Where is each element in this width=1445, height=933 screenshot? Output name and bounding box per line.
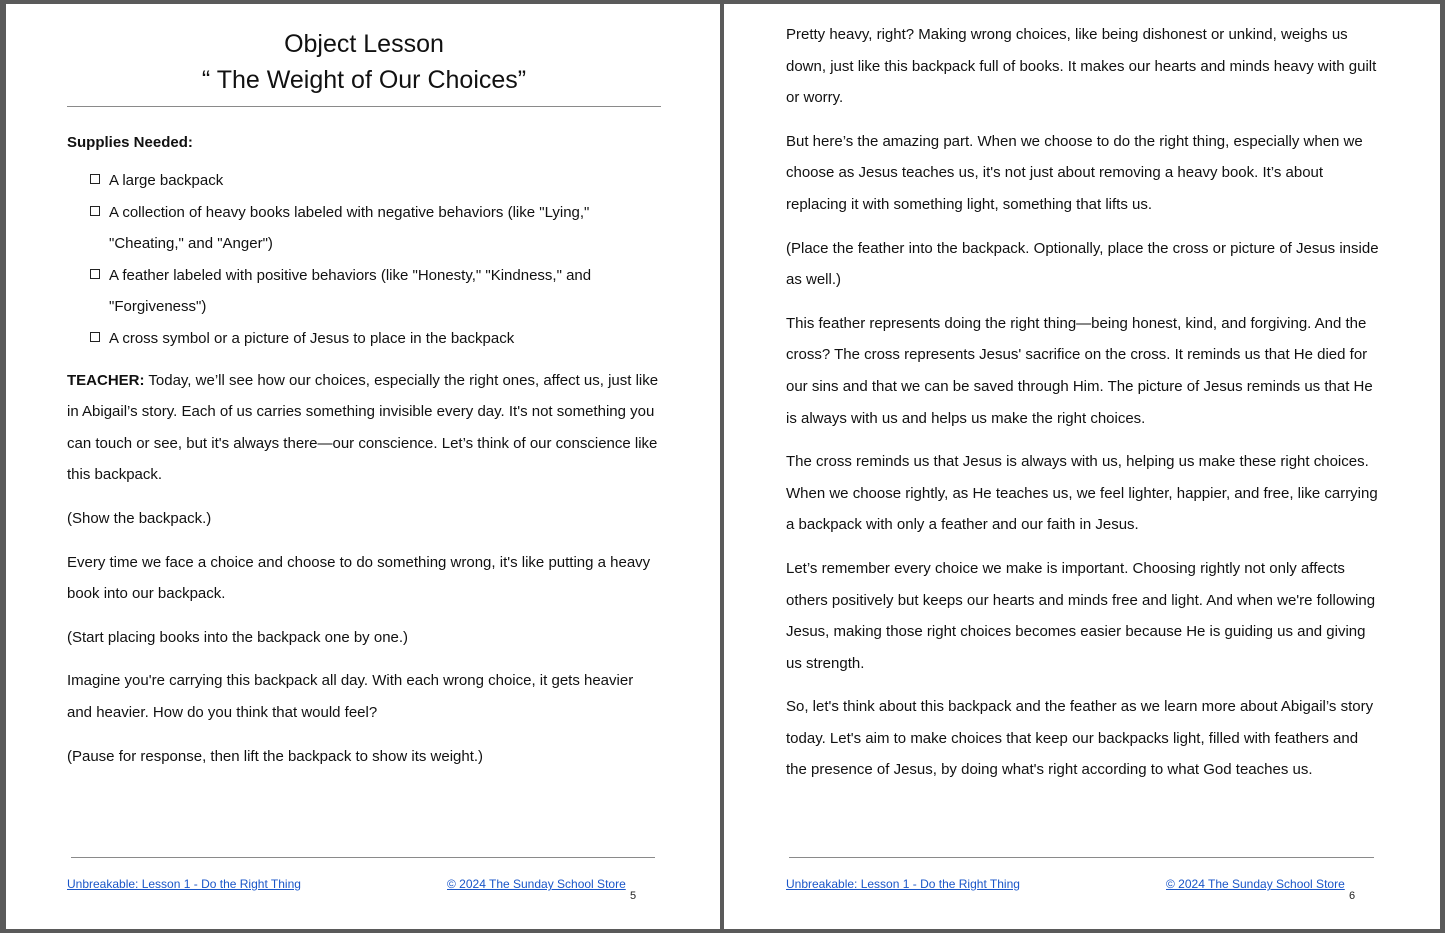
supply-text: A collection of heavy books labeled with negative behaviors (like "Lying," [109,203,590,221]
paragraph: This feather represents doing the right thing—being honest, kind, and forgiving. And the cross? The cross represents Jesus' sacrifice on the cross. It reminds us that He died for our sins and that we can be saved through Him. The picture of Jesus reminds us that He is always with us and helps us make the right choices. [786,314,1373,427]
title-line-2: “ The Weight of Our Choices” [201,66,527,94]
supply-text: A large backpack [109,172,224,189]
paragraph: (Pause for response, then lift the backpack to show its weight.) [67,747,484,765]
supply-text-continued: "Forgiveness") [109,298,207,316]
supply-item [90,165,661,197]
page-content [786,4,1380,798]
lesson-body [67,365,661,773]
document-page-5 [6,4,720,929]
footer-lesson-link[interactable]: Unbreakable: Lesson 1 - Do the Right Thing [786,877,1020,891]
paragraph: So, let's think about this backpack and the feather as we learn more about Abigail’s story today. Let's aim to make choices that keep our backpacks light, filled with feathers and the presence of Jesus, by doing what's right according to what God teaches us. [786,698,1374,779]
lesson-title [67,4,661,98]
page-number: 5 [630,890,637,902]
supply-item [90,197,661,260]
footer-divider [71,857,655,858]
paragraph: The cross reminds us that Jesus is always with us, helping us make these right choices. When we choose rightly, as He teaches us, we feel lighter, happier, and free, like carrying a backpack with only a feather and our faith in Jesus. [786,453,1378,534]
paragraph: (Show the backpack.) [67,509,212,527]
supply-text: A cross symbol or a picture of Jesus to place in the backpack [109,329,515,347]
footer-lesson-link[interactable]: Unbreakable: Lesson 1 - Do the Right Thing [67,877,301,891]
paragraph: (Start placing books into the backpack one by one.) [67,628,409,646]
paragraph: Pretty heavy, right? Making wrong choices, like being dishonest or unkind, weighs us down, just like this backpack full of books. It makes our hearts and minds heavy with guilt or worry. [786,26,1377,107]
teacher-label: TEACHER: [67,371,145,389]
footer-divider [789,857,1374,858]
supplies-list [67,165,661,355]
supply-text-continued: "Cheating," and "Anger") [109,235,273,253]
footer-copyright-link[interactable]: © 2024 The Sunday School Store [447,877,626,891]
supply-item [90,260,661,323]
document-page-6 [724,4,1440,929]
title-divider [67,106,661,107]
paragraph: (Place the feather into the backpack. Optionally, place the cross or picture of Jesus inside as well.) [786,239,1379,289]
page-content [67,4,661,784]
paragraph: But here’s the amazing part. When we choose to do the right thing, especially when we choose as Jesus teaches us, it's not just about removing a heavy book. It’s about replacing it with something light, something that lifts us. [786,132,1363,213]
supply-item [90,323,661,355]
teacher-paragraph [67,365,661,491]
checkbox-icon [90,206,100,216]
paragraph: Every time we face a choice and choose to do something wrong, it's like putting a heavy book into our backpack. [67,553,651,603]
footer-copyright-link[interactable]: © 2024 The Sunday School Store [1166,877,1345,891]
teacher-text: Today, we’ll see how our choices, especially the right ones, affect us, just like in Abigail’s story. Each of us carries something invisible every day. It's not something you can touch or see, but it's always there—our conscience. Let’s think of our conscience like this backpack. [67,371,659,484]
paragraph: Imagine you're carrying this backpack all day. With each wrong choice, it gets heavier and heavier. How do you think that would feel? [67,672,634,721]
lesson-body [786,19,1380,786]
supplies-heading: Supplies Needed: [67,134,193,151]
checkbox-icon [90,269,100,279]
checkbox-icon [90,332,100,342]
page-number: 6 [1349,890,1356,902]
supply-text: A feather labeled with positive behaviors (like "Honesty," "Kindness," and [109,266,592,284]
title-line-1: Object Lesson [284,30,444,58]
checkbox-icon [90,174,100,184]
paragraph: Let’s remember every choice we make is important. Choosing rightly not only affects others positively but keeps our hearts and minds free and light. And when we're following Jesus, making those right choices becomes easier because He is guiding us and giving us strength. [786,559,1376,672]
